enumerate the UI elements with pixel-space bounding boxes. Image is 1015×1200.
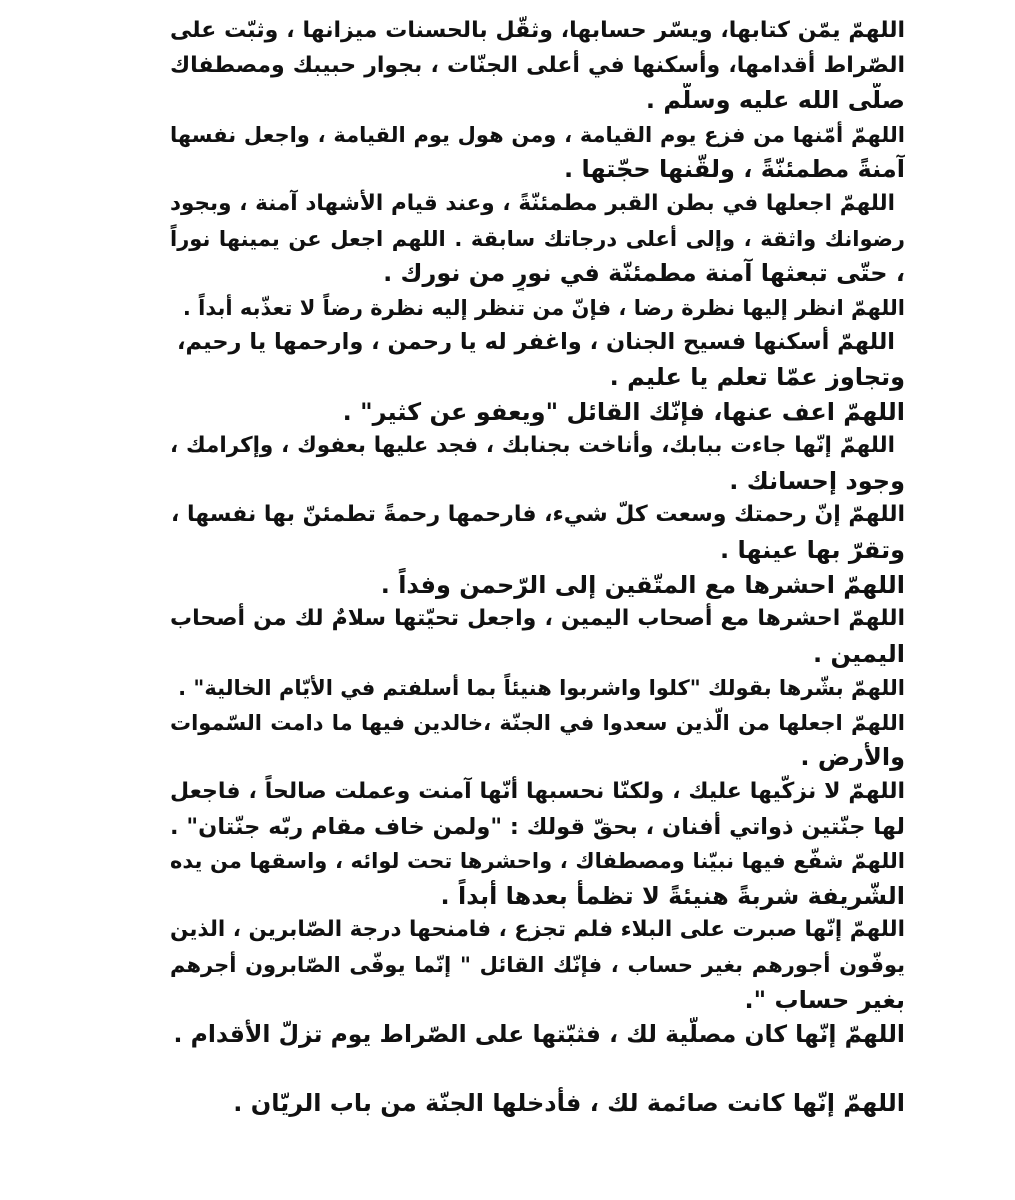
- text-line: اللهمّ لا نزكّيها عليك ، ولكنّا نحسبها أنّها آمنت وعملت صالحاً ، فاجعل: [170, 779, 905, 805]
- text-line: اللهمّ احشرها مع أصحاب اليمين ، واجعل تحيّتها سلامٌ لك من أصحاب: [170, 606, 905, 632]
- paragraph-5: [170, 325, 905, 394]
- text-line: وجود إحسانك .: [729, 466, 905, 495]
- paragraph-8: [170, 498, 905, 567]
- paragraph-1: [170, 14, 905, 118]
- text-line: اللهمّ أمّنها من فزع يوم القيامة ، ومن هول يوم القيامة ، واجعل نفسها: [170, 122, 905, 147]
- text-line: اليمين .: [813, 639, 905, 668]
- text-line: اللهمّ إنّها صبرت على البلاء فلم تجزع ، فامنحها درجة الصّابرين ، الذين: [170, 917, 905, 943]
- paragraph-16: [170, 1017, 905, 1052]
- paragraph-4: [170, 291, 905, 326]
- text-line: رضوانك واثقة ، وإلى أعلى درجاتك سابقة . اللهم اجعل عن يمينها نوراً: [170, 226, 905, 251]
- paragraph-9: [170, 568, 905, 603]
- paragraph-14: [170, 844, 905, 913]
- text-line: اللهمّ انظر إليها نظرة رضا ، فإنّ من تنظر إليه نظرة رضاً لا تعذّبه أبداً .: [182, 295, 905, 320]
- text-line: آمنةً مطمئنّةً ، ولقّنها حجّتها .: [563, 155, 905, 184]
- text-line: صلّى الله عليه وسلّم .: [645, 86, 905, 115]
- text-line: بغير حساب ".: [744, 985, 905, 1014]
- text-line: اللهمّ اجعلها في بطن القبر مطمئنّةً ، وعند قيام الأشهاد آمنة ، وبجود: [170, 190, 895, 216]
- text-line: اللهمّ إنّ رحمتك وسعت كلّ شيء، فارحمها رحمةً تطمئنّ بها نفسها ،: [170, 502, 905, 528]
- text-line: الشّريفة شربةً هنيئةً لا تظمأ بعدها أبداً .: [440, 881, 905, 910]
- text-line: وتقرّ بها عينها .: [719, 535, 905, 564]
- paragraph-3: [170, 187, 905, 291]
- text-line: والأرض .: [800, 743, 905, 772]
- blank-line: [170, 1052, 905, 1087]
- text-line: ، حتّى تبعثها آمنة مطمئنّة في نورٍ من نورك .: [383, 259, 905, 288]
- text-line: اللهمّ اجعلها من الّذين سعدوا في الجنّة ،خالدين فيها ما دامت السّموات: [170, 710, 905, 735]
- text-line: اللهمّ إنّها كانت صائمة لك ، فأدخلها الجنّة من باب الريّان .: [233, 1089, 905, 1118]
- text-line: لها جنّتين ذواتي أفنان ، بحقّ قولك : "ولمن خاف مقام ربّه جنّتان" .: [170, 813, 905, 840]
- paragraph-6: [170, 395, 905, 430]
- paragraph-13: [170, 775, 905, 844]
- text-line: اللهمّ أسكنها فسيح الجنان ، واغفر له يا رحمن ، وارحمها يا رحيم،: [176, 329, 895, 356]
- text-line: يوفّون أجورهم بغير حساب ، فإنّك القائل " إنّما يوفّى الصّابرون أجرهم: [170, 953, 905, 978]
- text-line: اللهمّ إنّها كان مصلّية لك ، فثبّتها على الصّراط يوم تزلّ الأقدام .: [173, 1020, 905, 1049]
- text-line: وتجاوز عمّا تعلم يا عليم .: [609, 362, 905, 391]
- text-line: اللهمّ يمّن كتابها، ويسّر حسابها، وثقّل بالحسنات ميزانها ، وثبّت على: [170, 18, 905, 43]
- text-line: اللهمّ إنّها جاءت ببابك، وأناخت بجنابك ، فجد عليها بعفوك ، وإكرامك ،: [170, 433, 895, 459]
- text-line: الصّراط أقدامها، وأسكنها في أعلى الجنّات ، بجوار حبيبك ومصطفاك: [170, 52, 905, 78]
- document-page: [170, 14, 905, 1186]
- text-line: اللهمّ اعف عنها، فإنّك القائل "ويعفو عن كثير" .: [342, 397, 905, 426]
- text-line: اللهمّ احشرها مع المتّقين إلى الرّحمن وفداً .: [380, 570, 905, 599]
- paragraph-15: [170, 913, 905, 1017]
- paragraph-2: [170, 118, 905, 187]
- paragraph-12: [170, 706, 905, 775]
- text-line: اللهمّ شفّع فيها نبيّنا ومصطفاك ، واحشرها تحت لوائه ، واسقها من يده: [170, 849, 905, 874]
- text-line: اللهمّ بشّرها بقولك "كلوا واشربوا هنيئاً بما أسلفتم في الأيّام الخالية" .: [178, 676, 905, 701]
- paragraph-11: [170, 671, 905, 706]
- paragraph-7: [170, 429, 905, 498]
- paragraph-10: [170, 602, 905, 671]
- paragraph-17: [170, 1086, 905, 1121]
